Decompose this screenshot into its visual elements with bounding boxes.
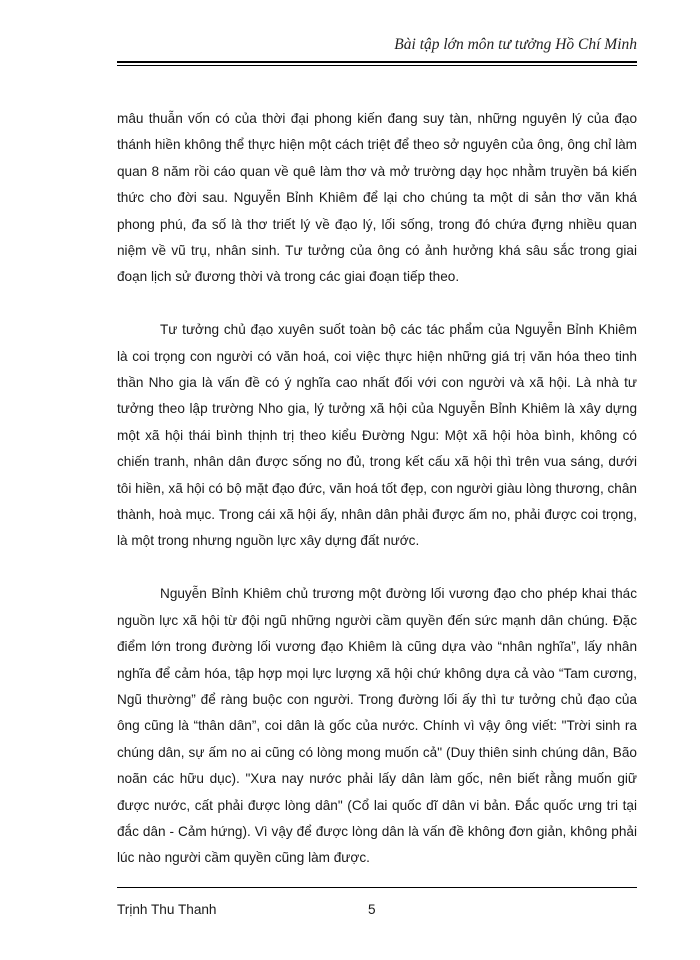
footer-author: Trịnh Thu Thanh bbox=[117, 902, 217, 917]
header-rule-thin bbox=[117, 65, 637, 66]
page-number: 5 bbox=[368, 902, 376, 917]
paragraph-2: Tư tưởng chủ đạo xuyên suốt toàn bộ các tác phẩm của Nguyễn Bỉnh Khiêm là coi trọng con người có văn hoá, coi việc thực hiện những giá trị văn hóa theo tinh thần Nho gia là vấn đề có ý nghĩa cao nhất đối với con người và xã hội. Là nhà tư tưởng theo lập trường Nho gia, lý tưởng xã hội của Nguyễn Bỉnh Khiêm là xây dựng một xã hội thái bình thịnh trị theo kiểu Đường Ngu: Một xã hội hòa bình, không có chiến tranh, nhân dân được sống no đủ, trong kết cấu xã hội thì trên vua sáng, dưới tôi hiền, xã hội có bộ mặt đạo đức, văn hoá tốt đẹp, con người giàu lòng thương, chân thành, hoà mục. Trong cái xã hội ấy, nhân dân phải được ấm no, phải được coi trọng, là một trong nhưng nguồn lực xây dựng đất nước. bbox=[117, 322, 637, 549]
paragraph-3: Nguyễn Bỉnh Khiêm chủ trương một đường lối vương đạo cho phép khai thác nguồn lực xã hội từ đội ngũ những người cầm quyền đến sức mạnh dân chúng. Đặc điểm lớn trong đường lối vương đạo Khiêm là cũng dựa vào “nhân nghĩa”, lấy nhân nghĩa để cảm hóa, tập hợp mọi lực lượng xã hội chứ không dựa cả vào “Tam cương, Ngũ thường” để ràng buộc con người. Trong đường lối ấy thì tư tưởng chủ đạo của ông cũng là “thân dân”, coi dân là gốc của nước. Chính vì vậy ông viết: "Trời sinh ra chúng dân, sự ấm no ai cũng có lòng mong muốn cả" (Duy thiên sinh chúng dân, Bão noãn các hữu dục). "Xưa nay nước phải lấy dân làm gốc, nên biết rằng muốn giữ được nước, cất phải được lòng dân" (Cổ lai quốc dĩ dân vi bản. Đắc quốc ưng tri tại đắc dân - Cảm hứng). Vì vậy để được lòng dân là vấn đề không đơn giản, không phải lúc nào người cầm quyền cũng làm được. bbox=[117, 586, 637, 866]
body-text bbox=[117, 106, 637, 898]
footer-rule bbox=[117, 887, 637, 888]
running-header: Bài tập lớn môn tư tưởng Hồ Chí Minh bbox=[394, 36, 637, 53]
header-rule-thick bbox=[117, 61, 637, 63]
paragraph-1: mâu thuẫn vốn có của thời đại phong kiến đang suy tàn, những nguyên lý của đạo thánh hiền không thể thực hiện một cách triệt để theo sở nguyên của ông, ông chỉ làm quan 8 năm rồi cáo quan về quê làm thơ và mở trường dạy học nhằm truyền bá kiến thức cho đời sau. Nguyễn Bỉnh Khiêm để lại cho chúng ta một di sản thơ văn khá phong phú, đa số là thơ triết lý về đạo lý, lối sống, trong đó chứa đựng nhiều quan niệm về vũ trụ, nhân sinh. Tư tưởng của ông có ảnh hưởng khá sâu sắc trong giai đoạn lịch sử đương thời và trong các giai đoạn tiếp theo. bbox=[117, 111, 637, 285]
